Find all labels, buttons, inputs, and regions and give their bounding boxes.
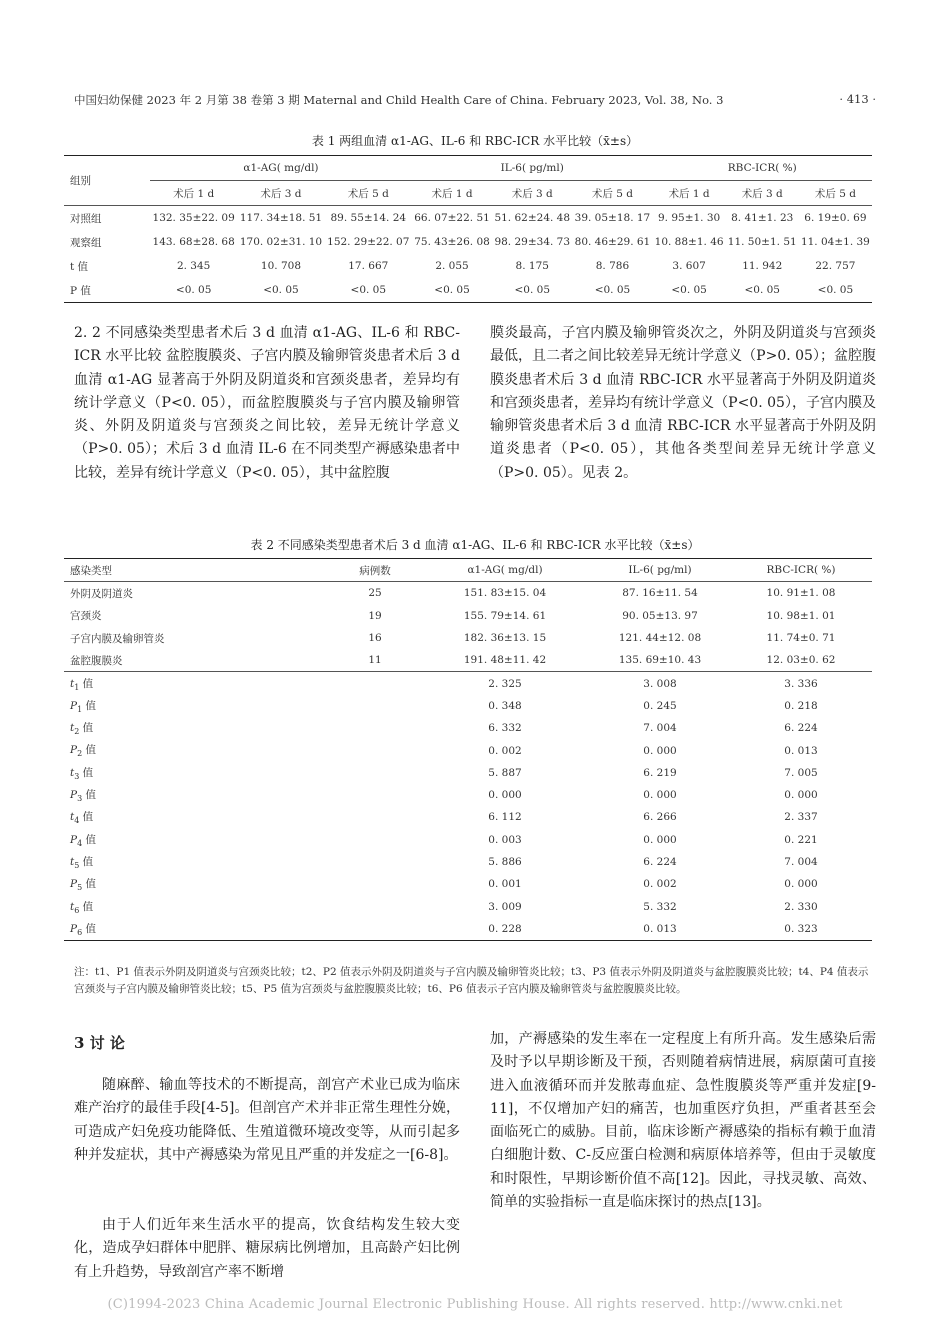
stat-row <box>64 873 872 895</box>
stat-index: 1 <box>77 704 83 714</box>
table2-caption: 表 2 不同感染类型患者术后 3 d 血清 α1-AG、IL-6 和 RBC-ICR 水平比较（x̄±s） <box>250 538 700 552</box>
stat-value: 2. 330 <box>784 900 818 913</box>
stat-value: 7. 005 <box>784 766 818 779</box>
stat-value: 0. 000 <box>488 789 522 802</box>
stat-value: 0. 013 <box>643 922 677 935</box>
sub-header-cell: 术后 1 d <box>653 181 726 206</box>
header-il6: IL-6( pg/ml) <box>590 559 730 582</box>
table-cell: 191. 48±11. 42 <box>420 649 590 672</box>
row-label: t 值 <box>70 260 89 273</box>
stat-value: 0. 000 <box>643 789 677 802</box>
stat-value: 0. 218 <box>784 699 818 712</box>
stat-value: 0. 000 <box>784 789 818 802</box>
section-2-2-left: 2. 2 不同感染类型患者术后 3 d 血清 α1-AG、IL-6 和 RBC-ICR 水平比较 盆腔腹膜炎、子宫内膜及输卵管炎患者术后 3 d 血清 α1-AG 显著高于外阴及阴道炎和宫颈炎患者，差异均有统计学意义（P<0. 05），而盆腔腹膜炎与子宫内膜及输卵管炎、外阴及阴道炎与宫颈炎之间比较，差异无统计学意义（P>0. 05）；术后 3 d 血清 IL-6 在不同类型产褥感染患者中比较，差异有统计学意义（P<0. 05），其中盆腔腹 <box>74 325 460 481</box>
page-number: · 413 · <box>839 92 876 106</box>
journal-info: 中国妇幼保健 2023 年 2 月第 38 卷第 3 期 Maternal and Child Health Care of China. February 2023, Vol. 38, No. 3 <box>74 93 724 107</box>
table-row <box>64 605 872 627</box>
table2-note: 注：t1、P1 值表示外阴及阴道炎与宫颈炎比较；t2、P2 值表示外阴及阴道炎与子宫内膜及输卵管炎比较；t3、P3 值表示外阴及阴道炎与盆腔腹膜炎比较；t4、P4 值表示宫颈炎与子宫内膜及输卵管炎比较；t5、P5 值为宫颈炎与盆腔腹膜炎比较；t6、P6 值表示子宫内膜及输卵管炎与盆腔腹膜炎比较。 <box>74 966 869 995</box>
table-cell: 87. 16±11. 54 <box>622 587 698 600</box>
table-cell: <0. 05 <box>434 284 470 296</box>
table-cell: 盆腔腹膜炎 <box>64 649 330 672</box>
table-cell: 6. 19±0. 69 <box>804 212 867 224</box>
table-cell: <0. 05 <box>594 284 631 296</box>
stat-value: 2. 337 <box>784 811 818 824</box>
group-header: 组别 <box>64 156 150 206</box>
header-a1ag: α1-AG( mg/dl) <box>420 559 590 582</box>
sub-header-cell: 术后 5 d <box>572 181 652 206</box>
stat-value: 5. 332 <box>643 900 677 913</box>
table-cell: 11. 942 <box>742 260 783 272</box>
stat-label <box>64 784 330 806</box>
stat-symbol: P <box>70 744 78 757</box>
table-cell: 外阴及阴道炎 <box>70 587 133 600</box>
table-cell: 17. 667 <box>348 260 389 272</box>
stat-suffix: 值 <box>79 766 94 779</box>
table-row <box>64 627 872 649</box>
stat-value: 0. 221 <box>784 833 818 846</box>
empty-cell <box>330 918 420 941</box>
stat-label <box>64 873 330 895</box>
table-cell: <0. 05 <box>817 284 854 296</box>
table-cell: 10. 91±1. 08 <box>766 587 836 600</box>
table-cell: 135. 69±10. 43 <box>590 649 730 672</box>
stat-label <box>64 672 330 695</box>
col-group-il6: IL-6( pg/ml) <box>412 156 653 181</box>
stat-symbol: t <box>70 766 75 779</box>
table-cell: 121. 44±12. 08 <box>618 632 702 645</box>
empty-cell <box>330 895 420 917</box>
stat-symbol: P <box>70 922 78 935</box>
table-cell: 155. 79±14. 61 <box>463 609 547 622</box>
table-cell: 170. 02±31. 10 <box>239 236 323 248</box>
table-cell: 19 <box>368 609 382 622</box>
sub-header-cell: 术后 3 d <box>237 181 324 206</box>
table1-caption: 表 1 两组血清 α1-AG、IL-6 和 RBC-ICR 水平比较（x̄±s） <box>311 134 639 148</box>
table-cell: 66. 07±22. 51 <box>414 212 490 224</box>
stat-suffix: 值 <box>82 699 97 712</box>
table-cell: 16 <box>368 632 382 645</box>
table-row <box>64 582 872 605</box>
table-cell: 2. 345 <box>176 260 211 272</box>
stat-row <box>64 672 872 695</box>
table-cell: 89. 55±14. 24 <box>330 212 407 224</box>
table-cell: 25 <box>368 587 382 600</box>
table-cell: <0. 05 <box>263 284 299 296</box>
stat-index: 6 <box>77 927 83 937</box>
table-cell: 8. 41±1. 23 <box>731 212 794 224</box>
empty-cell <box>330 762 420 784</box>
stat-symbol: t <box>70 722 75 735</box>
table-cell: <0. 05 <box>175 284 212 296</box>
stat-suffix: 值 <box>79 811 94 824</box>
stat-value: 6. 332 <box>488 722 522 735</box>
stat-symbol: P <box>70 833 78 846</box>
stat-label <box>64 739 330 761</box>
stat-value: 6. 219 <box>643 766 677 779</box>
empty-cell <box>330 784 420 806</box>
empty-cell <box>330 806 420 828</box>
stat-symbol: P <box>70 878 78 891</box>
empty-cell <box>330 829 420 851</box>
section-3-p1 <box>74 1074 460 1167</box>
stat-value: 7. 004 <box>643 722 677 735</box>
table-cell: <0. 05 <box>671 284 707 296</box>
empty-cell <box>330 717 420 739</box>
stat-suffix: 值 <box>82 878 97 891</box>
table-cell: 51. 62±24. 48 <box>494 212 571 224</box>
stat-index: 5 <box>77 883 83 893</box>
sub-header-cell: 术后 5 d <box>325 181 412 206</box>
stat-value: 5. 887 <box>488 766 522 779</box>
empty-cell <box>330 695 420 717</box>
stat-value: 2. 325 <box>488 677 522 690</box>
stat-symbol: P <box>70 699 78 712</box>
stat-value: 3. 009 <box>488 900 522 913</box>
stat-symbol: t <box>70 900 75 913</box>
table-cell: 3. 607 <box>672 260 706 272</box>
table-cell: 9. 95±1. 30 <box>657 212 721 224</box>
stat-label <box>64 762 330 784</box>
table-cell: 12. 03±0. 62 <box>730 649 872 672</box>
table1-body <box>64 206 872 303</box>
stat-value: 0. 323 <box>784 922 818 935</box>
stat-label <box>64 851 330 873</box>
stat-suffix: 值 <box>79 855 94 868</box>
stat-value: 6. 224 <box>784 722 818 735</box>
table-cell: 宫颈炎 <box>70 610 102 623</box>
table-cell: <0. 05 <box>350 284 387 296</box>
table-cell: 22. 757 <box>815 260 856 272</box>
table2-body <box>64 582 872 941</box>
stat-symbol: t <box>70 855 75 868</box>
table-cell: 39. 05±18. 17 <box>574 212 651 224</box>
stat-index: 1 <box>74 682 80 692</box>
table-cell: 152. 29±22. 07 <box>327 236 410 248</box>
stat-value: 6. 224 <box>643 856 677 868</box>
stat-row <box>64 895 872 917</box>
stat-index: 5 <box>74 861 80 871</box>
stat-row <box>64 762 872 784</box>
stat-label <box>64 918 330 941</box>
col-group-a1ag: α1-AG( mg/dl) <box>150 156 412 181</box>
table1-sub-header-row <box>64 181 872 206</box>
stat-value: 6. 112 <box>488 811 522 824</box>
table-row <box>64 206 872 231</box>
table-cell: 10. 708 <box>260 260 301 272</box>
stat-index: 3 <box>77 794 83 804</box>
stat-suffix: 值 <box>82 744 97 757</box>
stat-symbol: t <box>70 677 75 690</box>
stat-value: 0. 245 <box>643 699 677 712</box>
table-cell: 143. 68±28. 68 <box>152 236 235 248</box>
sub-header-cell: 术后 1 d <box>150 181 237 206</box>
table-row <box>64 649 872 672</box>
table-row <box>64 254 872 278</box>
table-cell: 8. 175 <box>515 260 549 272</box>
stat-value: 5. 886 <box>488 856 522 868</box>
table-cell: 子宫内膜及输卵管炎 <box>70 632 165 645</box>
stat-value: 0. 348 <box>488 699 522 712</box>
stat-row <box>64 739 872 761</box>
table-row <box>64 278 872 303</box>
stat-value: 0. 000 <box>784 878 818 891</box>
header-infection-type: 感染类型 <box>64 559 330 582</box>
stat-value: 0. 002 <box>643 878 677 891</box>
table-cell: 182. 36±13. 15 <box>463 632 547 645</box>
sub-header-cell: 术后 5 d <box>799 181 872 206</box>
stat-value: 0. 003 <box>488 833 522 846</box>
table-row <box>64 230 872 254</box>
section-3-p3: 加，产褥感染的发生率在一定程度上有所升高。发生感染后需及时予以早期诊断及干预，否则随着病情进展，病原菌可直接进入血液循环而并发脓毒血症、急性腹膜炎等严重并发症[9-11]，不仅增加产妇的痛苦，也加重医疗负担，严重者甚至会面临死亡的威胁。目前，临床诊断产褥感染的指标有赖于血清白细胞计数、C-反应蛋白检测和病原体培养等，但由于灵敏度和时限性，早期诊断价值不高[12]。因此，寻找灵敏、高效、简单的实验指标一直是临床探讨的热点[13]。 <box>490 1031 876 1211</box>
stat-label <box>64 895 330 917</box>
stat-suffix: 值 <box>82 922 97 935</box>
stat-label <box>64 806 330 828</box>
stat-index: 4 <box>74 816 80 826</box>
table-cell: 11 <box>330 649 420 672</box>
table-cell: 10. 88±1. 46 <box>654 236 724 248</box>
stat-label <box>64 829 330 851</box>
section-3-heading: 3 讨 论 <box>74 1034 125 1052</box>
stat-index: 2 <box>77 749 83 759</box>
stat-suffix: 值 <box>79 900 94 913</box>
table2 <box>64 558 872 941</box>
section-2-2-right: 膜炎最高，子宫内膜及输卵管炎次之，外阴及阴道炎与宫颈炎最低，且二者之间比较差异无统计学意义（P>0. 05）；盆腔腹膜炎患者术后 3 d 血清 RBC-ICR 水平显著高于外阴及阴道炎和宫颈炎患者，差异均有统计学意义（P<0. 05），子宫内膜及输卵管炎患者术后 3 d 血清 RBC-ICR 水平显著高于外阴及阴道炎患者（P<0. 05），其他各类型间差异无统计学意义（P>0. 05）。见表 2。 <box>490 325 876 481</box>
stat-row <box>64 695 872 717</box>
table-cell: 80. 46±29. 61 <box>574 236 651 248</box>
row-label: 对照组 <box>70 212 102 225</box>
table-cell: 11. 50±1. 51 <box>727 236 797 248</box>
empty-cell <box>330 873 420 895</box>
table-cell: 11. 04±1. 39 <box>800 236 870 248</box>
empty-cell <box>330 739 420 761</box>
stat-value: 0. 228 <box>488 922 522 935</box>
stat-value: 6. 266 <box>643 811 677 824</box>
stat-symbol: P <box>70 789 78 802</box>
header-case-count: 病例数 <box>330 559 420 582</box>
sub-header-cell: 术后 1 d <box>412 181 492 206</box>
stat-value: 0. 002 <box>488 744 522 757</box>
table-cell: 10. 98±1. 01 <box>766 609 836 622</box>
stat-value: 0. 013 <box>784 744 818 757</box>
stat-value: 3. 008 <box>643 677 677 690</box>
row-label: P 值 <box>70 284 91 297</box>
col-group-rbcicr: RBC-ICR( %) <box>653 156 872 181</box>
stat-suffix: 值 <box>79 722 94 735</box>
table-cell: 8. 786 <box>595 260 630 272</box>
stat-row <box>64 717 872 739</box>
table-cell: 11. 74±0. 71 <box>766 632 836 645</box>
table-cell: 117. 34±18. 51 <box>239 212 323 224</box>
stat-label <box>64 717 330 739</box>
stat-row <box>64 784 872 806</box>
sub-header-cell: 术后 3 d <box>492 181 572 206</box>
section-3-p2: 由于人们近年来生活水平的提高，饮食结构发生较大变化，造成孕妇群体中肥胖、糖尿病比例增加，且高龄产妇比例有上升趋势，导致剖宫产率不断增 <box>74 1217 460 1280</box>
stat-row <box>64 851 872 873</box>
table-cell: <0. 05 <box>514 284 550 296</box>
stat-index: 4 <box>77 838 83 848</box>
running-header <box>74 92 876 108</box>
stat-value: 0. 000 <box>643 833 677 846</box>
stat-label <box>64 695 330 717</box>
stat-value: 0. 000 <box>643 744 677 757</box>
table-cell: 151. 83±15. 04 <box>463 587 547 600</box>
empty-cell <box>330 851 420 873</box>
stat-value: 3. 336 <box>784 677 818 690</box>
stat-index: 2 <box>74 727 80 737</box>
table-cell: <0. 05 <box>744 284 780 296</box>
stat-suffix: 值 <box>79 677 94 690</box>
stat-suffix: 值 <box>82 833 97 846</box>
section-3-p1-text: 随麻醉、输血等技术的不断提高，剖宫产术业已成为临床难产治疗的最佳手段[4-5]。但剖宫产术并非正常生理性分娩，可造成产妇免疫功能降低、生殖道微环境改变等，从而引起多种并发症状，其中产褥感染为常见且严重的并发症之一[6-8]。 <box>74 1077 460 1163</box>
stat-row <box>64 829 872 851</box>
table2-header-row <box>64 559 872 582</box>
table-cell: 90. 05±13. 97 <box>622 609 698 622</box>
stat-row <box>64 918 872 941</box>
stat-index: 3 <box>74 771 80 781</box>
stat-row <box>64 806 872 828</box>
table-cell: 98. 29±34. 73 <box>494 236 571 248</box>
stat-value: 7. 004 <box>784 856 818 868</box>
stat-suffix: 值 <box>82 789 97 802</box>
copyright-footer: (C)1994-2023 China Academic Journal Electronic Publishing House. All rights reserved. http://www.cnki.net <box>107 1297 843 1312</box>
stat-value: 0. 001 <box>488 878 522 891</box>
table-cell: 132. 35±22. 09 <box>152 212 235 224</box>
table-cell: 75. 43±26. 08 <box>414 236 490 248</box>
table1-group-header-row <box>64 156 872 181</box>
stat-symbol: t <box>70 811 75 824</box>
table1 <box>64 155 872 303</box>
row-label: 观察组 <box>70 236 102 249</box>
table-cell: 2. 055 <box>435 260 469 272</box>
stat-index: 6 <box>74 905 80 915</box>
sub-header-cell: 术后 3 d <box>726 181 799 206</box>
header-rbcicr: RBC-ICR( %) <box>730 559 872 582</box>
empty-cell <box>330 672 420 695</box>
